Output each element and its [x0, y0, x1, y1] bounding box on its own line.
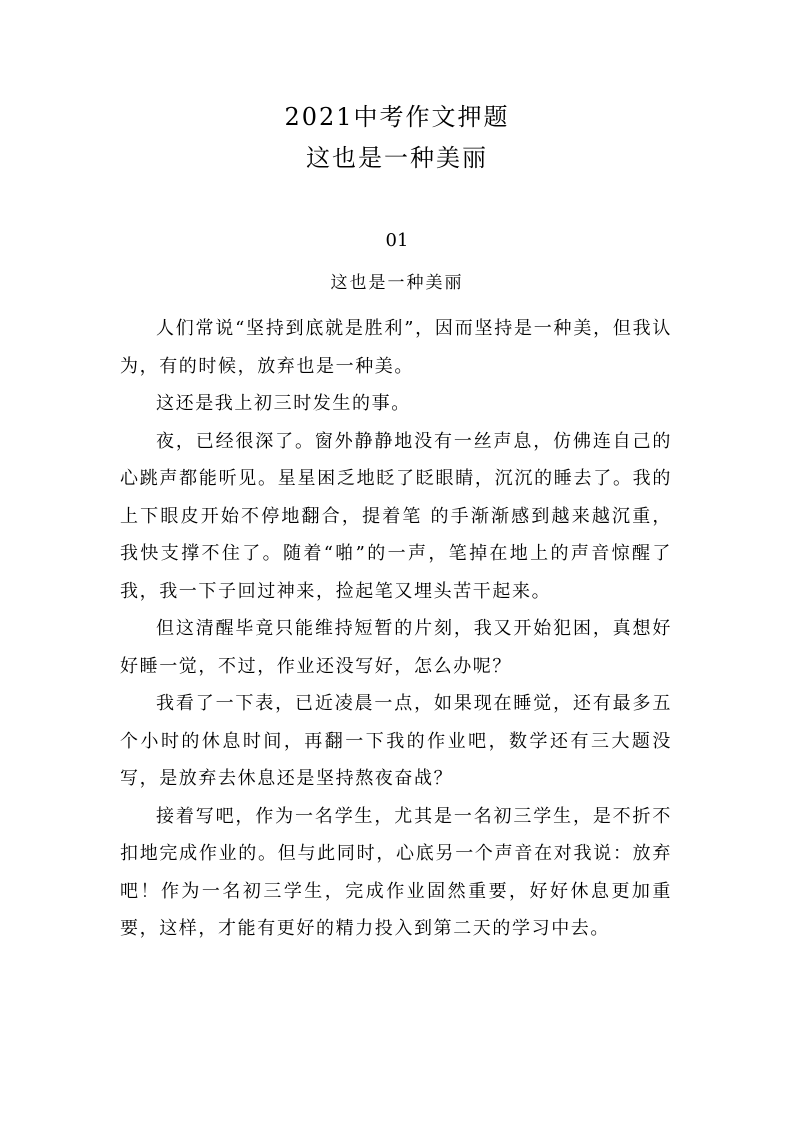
essay-body [120, 310, 672, 948]
paragraph: 接着写吧，作为一名学生，尤其是一名初三学生，是不折不扣地完成作业的。但与此同时，心底另一个声音在对我说：放弃吧！作为一名初三学生，完成作业固然重要，好好休息更加重要，这样，才能有更好的精力投入到第二天的学习中去。 [120, 805, 672, 939]
paragraph: 我看了一下表，已近凌晨一点，如果现在睡觉，还有最多五个小时的休息时间，再翻一下我的作业吧，数学还有三大题没写，是放弃去休息还是坚持熬夜奋战？ [120, 693, 672, 789]
document-heading: 2021中考作文押题 [284, 103, 510, 131]
paragraph: 人们常说“坚持到底就是胜利”，因而坚持是一种美，但我认为，有的时候，放弃也是一种美。 [120, 318, 672, 377]
document-subheading: 这也是一种美丽 [306, 144, 488, 172]
essay-title: 这也是一种美丽 [330, 273, 464, 293]
paragraph: 夜，已经很深了。窗外静静地没有一丝声息，仿佛连自己的心跳声都能听见。星星困乏地眨了眨眼睛，沉沉的睡去了。我的上下眼皮开始不停地翻合，提着笔 的手渐渐感到越来越沉重，我快支撑不住了。随着“啪”的一声，笔掉在地上的声音惊醒了我，我一下子回过神来，捡起笔又埋头苦干起来。 [120, 430, 672, 602]
paragraph: 但这清醒毕竟只能维持短暂的片刻，我又开始犯困，真想好好睡一觉，不过，作业还没写好，怎么办呢？ [120, 618, 672, 677]
paragraph: 这还是我上初三时发生的事。 [156, 393, 411, 414]
section-number: 01 [385, 230, 409, 251]
